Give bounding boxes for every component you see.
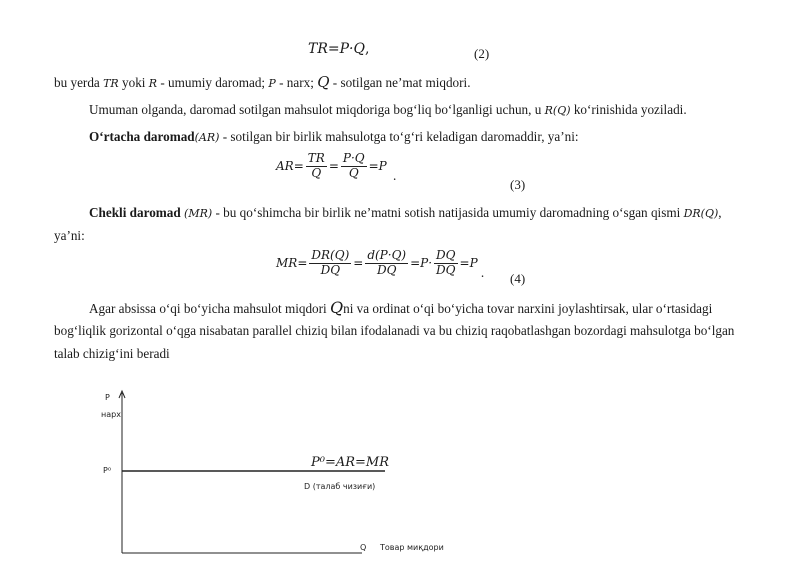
eq3-tail: . [392,169,397,184]
var-q-graph: Q [330,298,344,317]
eq3-number: (3) [510,177,526,192]
equation-2 [308,41,369,57]
var-ar: (AR) [194,131,220,144]
para3-tail: , [718,205,722,220]
term-average-revenue: O‘rtacha daromad [89,129,195,144]
line1-text-d: - narx; [279,75,314,90]
eq4-f2-top: d(P·Q) [367,248,407,262]
p0-label: P⁰ [103,466,112,475]
eq4-fraction-2 [365,249,408,278]
eq3-f2-bot: Q [348,165,359,180]
line-caption: D (талаб чизиғи) [304,482,376,491]
para4-text-b: ni va ordinat o‘qi bo‘yicha tovar narxini joylashtirsak, ular o‘rtasidagi [343,301,713,316]
eq4-fraction-3 [434,249,457,278]
eq2-rhs: P·Q [339,41,365,57]
eq3-rhs: P [378,159,387,174]
paragraph-marginal-line2: ya’ni: [54,228,85,243]
var-rq: R(Q) [544,104,571,117]
definition-line [54,75,471,90]
y-axis-letter: P [105,393,110,402]
x-axis-name: Товар миқдори [380,543,444,552]
term-marginal-revenue: Chekli daromad [89,205,181,220]
paragraph-demand-line-1 [89,300,712,316]
paragraph-revenue-function [89,103,687,116]
paragraph-marginal-revenue [89,206,722,219]
eq4-lhs: MR [276,256,298,271]
eq4-mid: P· [420,256,433,271]
eq4-tail: . [480,266,485,281]
demand-graph [80,385,480,565]
eq4-rhs: P [469,256,478,271]
para1-text-b: ko‘rinishida yoziladi. [573,102,687,117]
eq3-f2-top: P·Q [342,151,365,165]
var-r: R [148,77,158,90]
eq3-f1-top: TR [307,151,325,165]
para3-text: - bu qo‘shimcha bir birlik ne’matni sotish natijasida umumiy daromadning o‘sgan qismi [215,205,681,220]
eq4-f3-bot: DQ [436,262,456,277]
line1-text-a: bu yerda [54,75,100,90]
para2-text: - sotilgan bir birlik mahsulotga to‘g‘ri keladigan daromaddir, ya’ni: [222,129,579,144]
eq2-number: (2) [474,46,490,61]
paragraph-demand-line-2: bog‘liqlik gorizontal o‘qga nisabatan parallel chiziq bilan ifodalanadi va bu chiziq raqobatlashgan bozordagi mahsulotga bo‘lgan [54,323,735,338]
eq2-lhs: TR [308,41,328,57]
equation-4: MR = $\frac{DR(Q)}{DQ}$ = $\frac{d(P\cdot Q)}{DQ}$ = P· $\frac{DQ}{DQ}$ = P . [276,248,485,281]
eq3-fraction-2 [341,152,367,181]
var-drq: DR(Q) [683,207,719,220]
eq3-f1-bot: Q [311,165,322,180]
equals-sign: = [327,41,340,57]
x-axis-letter: Q [360,543,367,552]
eq4-fraction-1 [309,249,351,278]
para4-text-a: Agar absissa o‘qi bo‘yicha mahsulot miqdori [89,301,327,316]
para1-text-a: Umuman olganda, daromad sotilgan mahsulot miqdoriga bog‘liq bo‘lganligi uchun, u [89,102,542,117]
var-q: Q [317,73,330,91]
eq4-f2-bot: DQ [376,262,397,277]
eq4-f3-top: DQ [436,248,456,262]
line1-text-e: - sotilgan ne’mat miqdori. [332,75,471,90]
y-axis-name: нарх [101,410,121,419]
var-tr: TR [103,77,119,90]
eq4-number: (4) [510,271,526,286]
var-p: P [268,77,276,90]
eq4-f1-top: DR(Q) [311,248,350,262]
line-formula: P⁰=AR=MR [311,455,390,470]
line1-text-b: yoki [122,75,146,90]
eq3-fraction-1 [306,152,327,181]
eq2-tail: , [364,41,370,57]
equation-3: AR = $\frac{TR}{Q}$ = $\frac{P\cdot Q}{Q}$ = P . [276,151,397,184]
paragraph-average-revenue [89,130,579,143]
var-mr: (MR) [184,207,213,220]
eq4-f1-bot: DQ [320,262,341,277]
line1-text-c: - umumiy daromad; [160,75,266,90]
eq3-lhs: AR [276,159,294,174]
paragraph-demand-line-3: talab chizig‘ini beradi [54,346,170,361]
